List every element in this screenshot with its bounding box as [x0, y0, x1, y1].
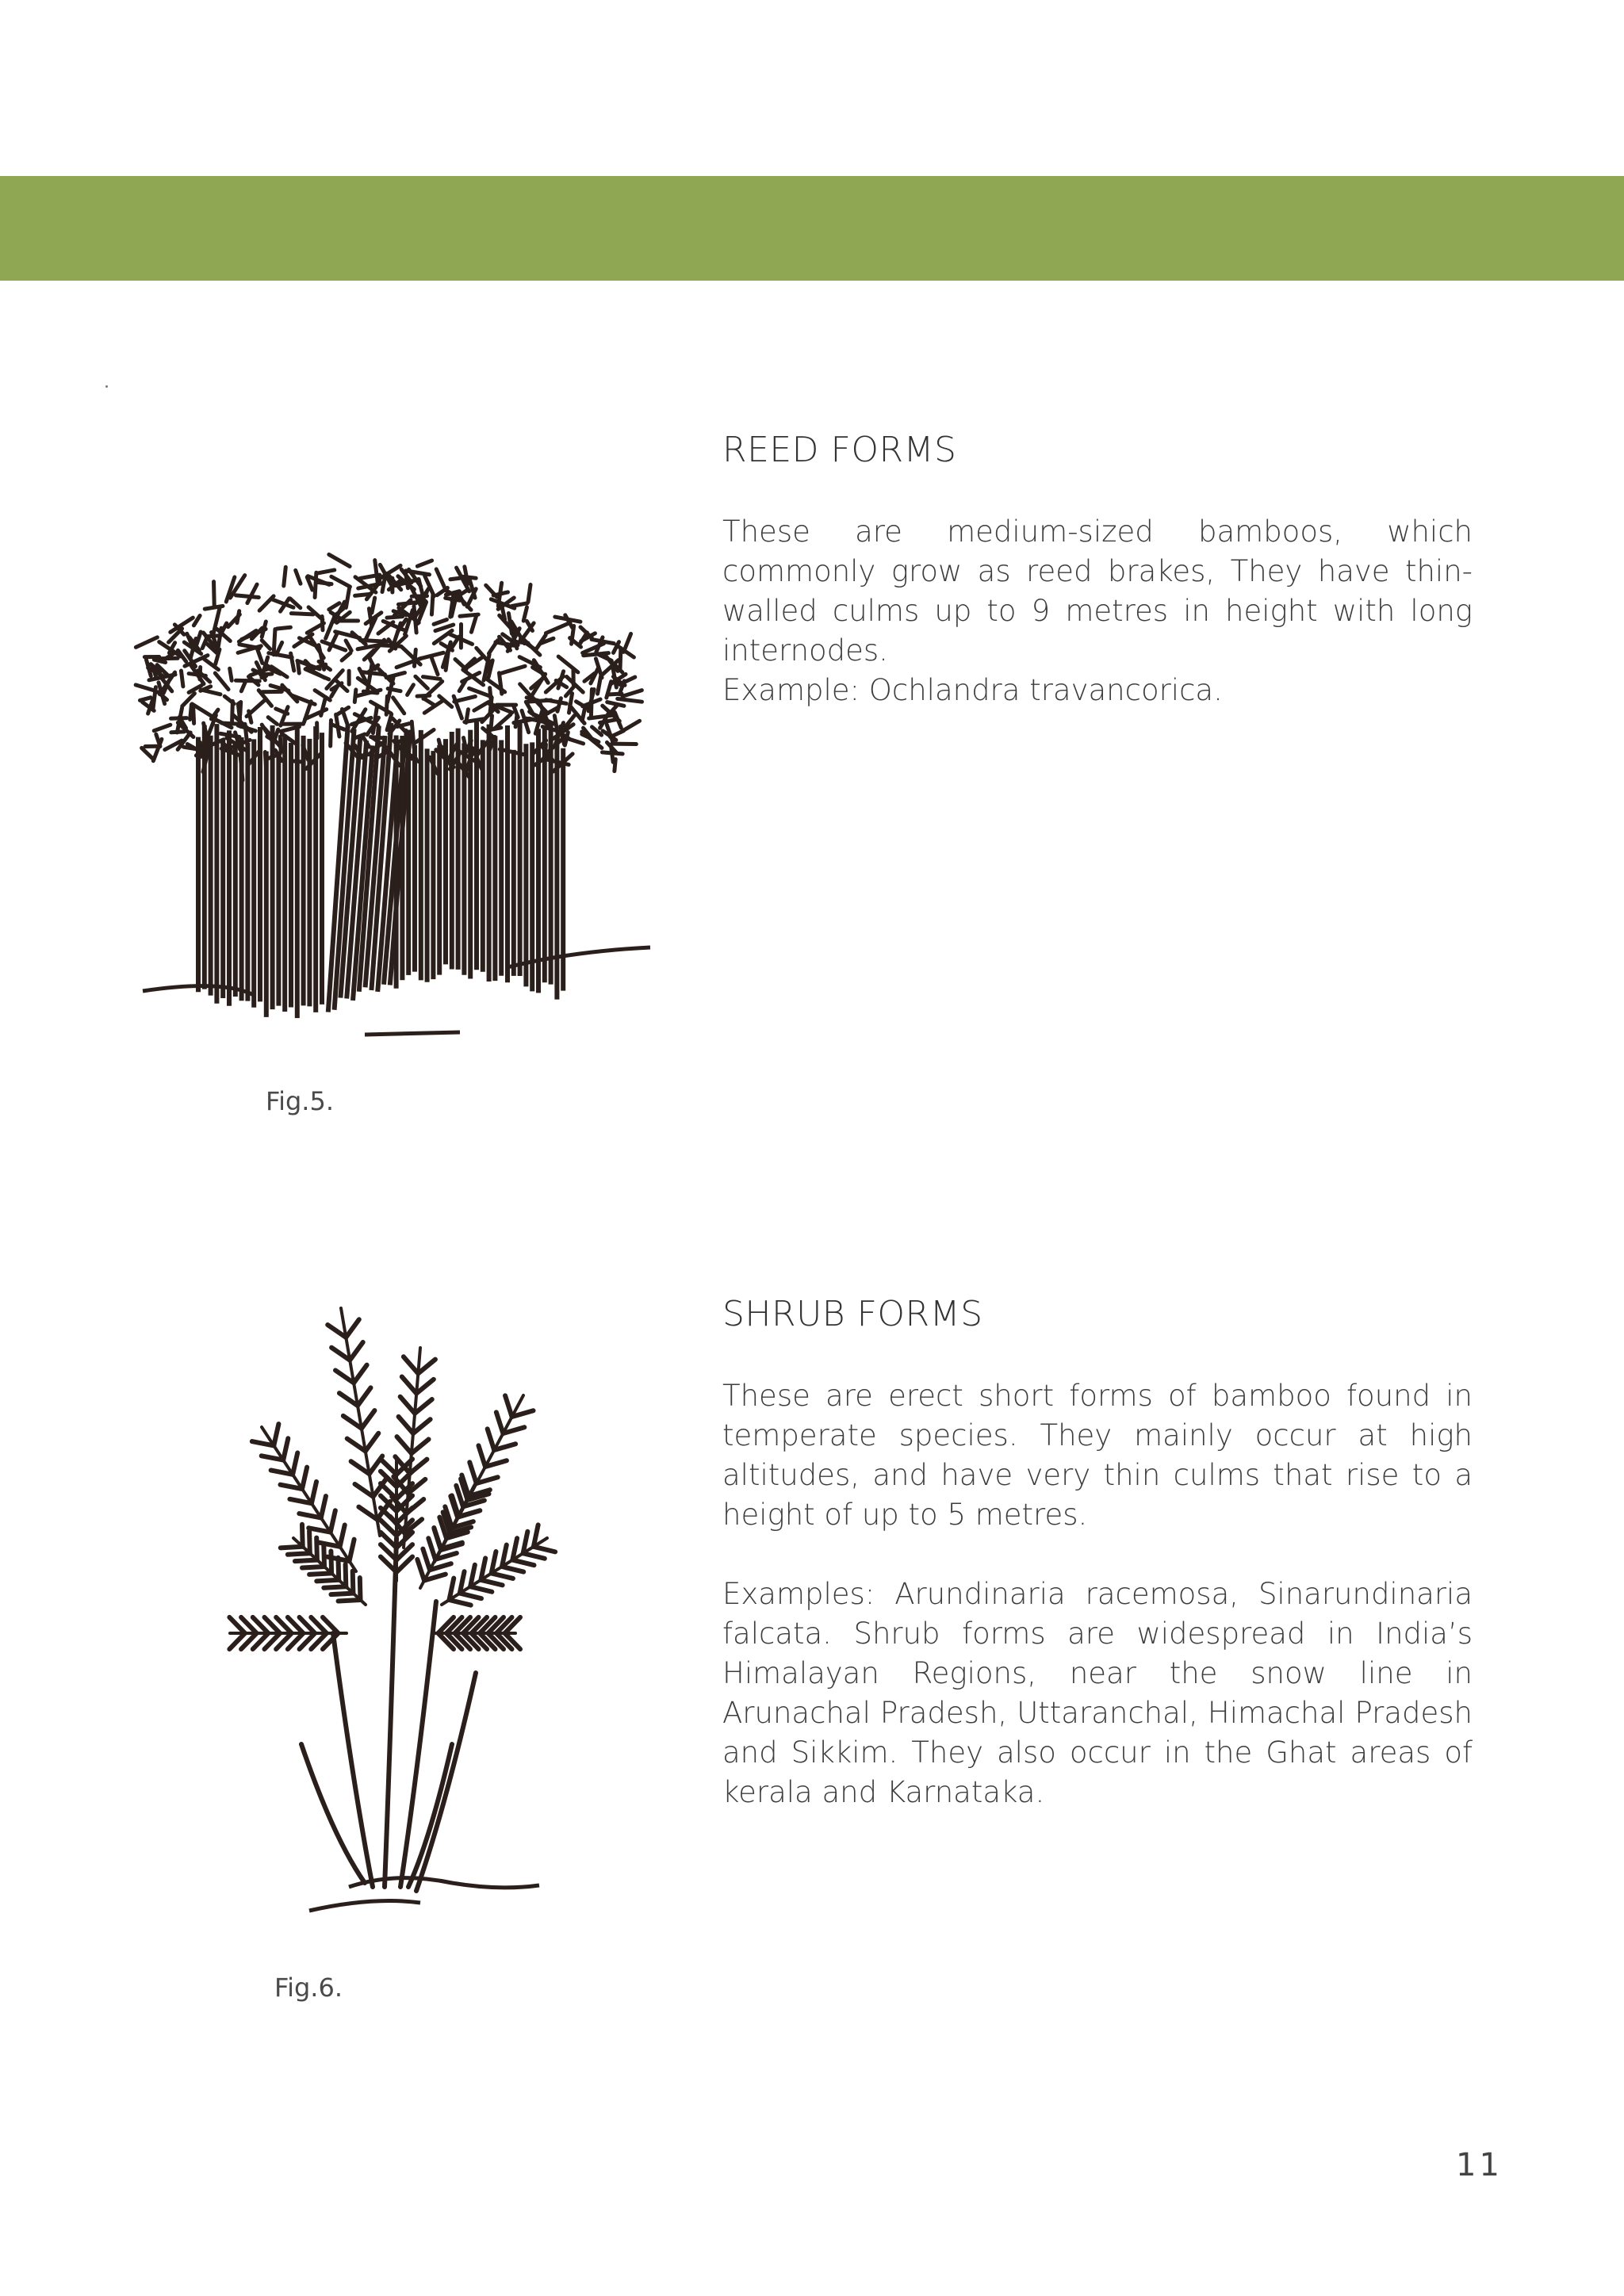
stray-dot: [105, 385, 108, 388]
reed-forms-heading: REED FORMS: [722, 430, 957, 470]
reed-forms-paragraph: These are medium-sized bamboos, which commonly grow as reed brakes, They have thin-walled culms up to 9 metres in height with long internodes.: [722, 515, 1473, 668]
shrub-forms-examples: Examples: Arundinaria racemosa, Sinarundinaria falcata. Shrub forms are widespread in India’s Himalayan Regions, near the snow line in Arunachal Pradesh, Uttaranchal, Himachal Pradesh and Sikkim. They also occur in the Ghat areas of kerala and Karnataka.: [722, 1577, 1473, 1809]
reed-forms-example: Example: Ochlandra travancorica.: [722, 673, 1223, 707]
page-number: 11: [1456, 2147, 1503, 2183]
reed-bamboo-illustration: [127, 539, 682, 1047]
shrub-forms-heading: SHRUB FORMS: [722, 1294, 983, 1334]
shrub-bamboo-illustration: [214, 1300, 595, 1927]
figure-6-caption: Fig.6.: [274, 1973, 343, 2003]
figure-5-caption: Fig.5.: [266, 1086, 334, 1116]
shrub-forms-paragraph: These are erect short forms of bamboo found in temperate species. They mainly occur at high altitudes, and have very thin culms that rise to a height of up to 5 metres.: [722, 1379, 1473, 1532]
header-color-band: [0, 176, 1624, 281]
